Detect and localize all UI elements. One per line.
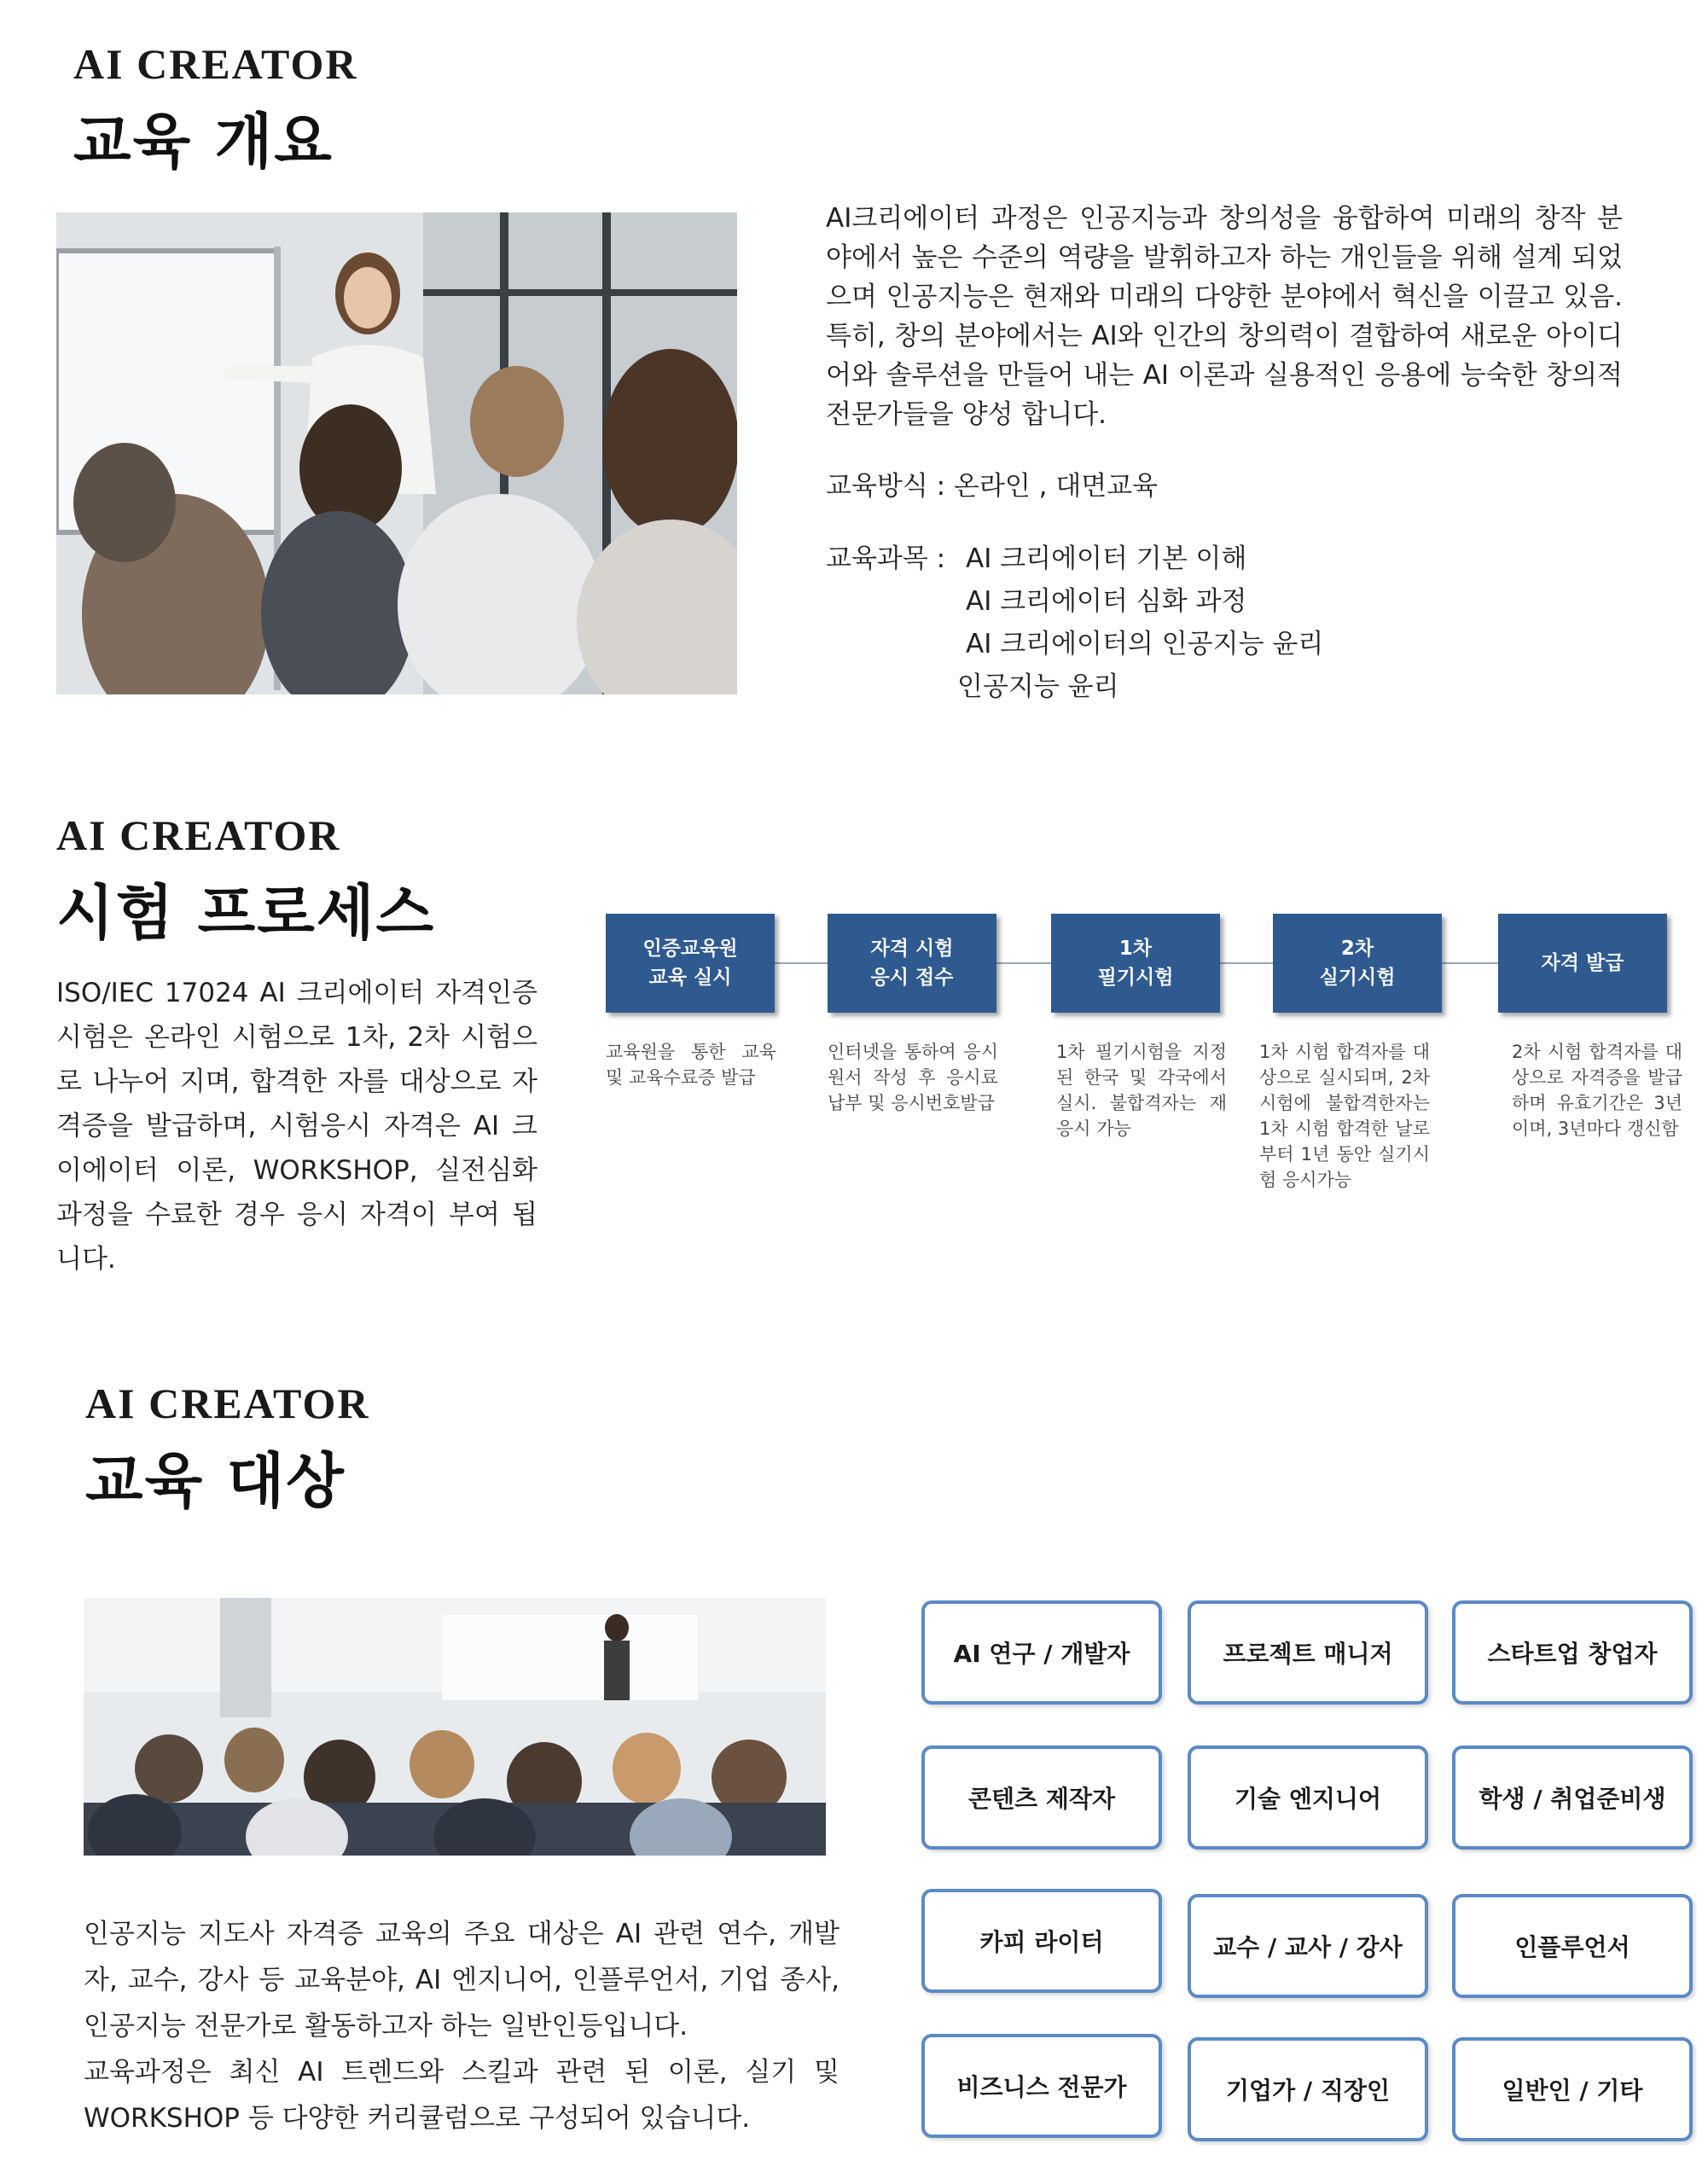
overview-subject-item: 인공지능 윤리 — [957, 671, 1119, 702]
process-step-2-line2: 응시 접수 — [870, 967, 954, 989]
target-box: 스타트업 창업자 — [1452, 1600, 1693, 1705]
overview-subject-item: AI 크리에이터 기본 이해 — [966, 543, 1247, 574]
process-step-3-desc: 1차 필기시험을 지정된 한국 및 각국에서 실시. 불합격자는 재 응시 가능 — [1056, 1042, 1227, 1139]
overview-subject-item: AI 크리에이터 심화 과정 — [966, 586, 1247, 617]
target-box: 카피 라이터 — [921, 1889, 1162, 1993]
process-step-5-line1: 자격 발급 — [1541, 952, 1624, 974]
target-title: 교육 대상 — [85, 1446, 346, 1516]
process-step-5-desc: 2차 시험 합격자를 대상으로 자격증을 발급하며 유효기간은 3년이며, 3년마다 갱신함 — [1512, 1042, 1682, 1139]
overview-subject-item: AI 크리에이터의 인공지능 윤리 — [966, 629, 1324, 659]
seminar-audience-photo — [84, 1598, 826, 1856]
classroom-presentation-photo — [56, 212, 737, 694]
target-box: 인플루언서 — [1452, 1894, 1693, 1998]
process-step-4 — [1273, 914, 1442, 1013]
target-box: 비즈니스 전문가 — [921, 2034, 1162, 2138]
target-box: 교수 / 교사 / 강사 — [1188, 1894, 1428, 1998]
process-step-1 — [606, 914, 775, 1013]
overview-kicker: AI CREATOR — [73, 40, 358, 88]
process-step-2-line1: 자격 시험 — [870, 938, 954, 960]
process-step-4-line2: 실기시험 — [1319, 967, 1396, 989]
process-step-5 — [1498, 914, 1667, 1013]
process-step-4-line1: 2차 — [1340, 938, 1374, 960]
process-step-1-line1: 인증교육원 — [642, 938, 738, 960]
overview-description: AI크리에이터 과정은 인공지능과 창의성을 융합하여 미래의 창작 분야에서 높은 수준의 역량을 발휘하고자 하는 개인들을 위해 설계 되었으며 인공지능은 현재와 미래의 다양한 분야에서 혁신을 이끌고 있음. 특히, 창의 분야에서는 AI와 인간의 창의력이 결합하여 새로운 아이디어와 솔루션을 만들어 내는 AI 이론과 실용적인 응용에 능숙한 창의적 전문가들을 양성 합니다. — [826, 203, 1623, 430]
target-paragraph-1: 인공지능 지도사 자격증 교육의 주요 대상은 AI 관련 연수, 개발자, 교수, 강사 등 교육분야, AI 엔지니어, 인플루언서, 기업 종사, 인공지능 전문가로 활동하고자 하는 일반인등입니다. — [84, 1919, 839, 2042]
process-kicker: AI CREATOR — [56, 811, 341, 859]
process-step-3 — [1051, 914, 1220, 1013]
process-step-2-desc: 인터넷을 통하여 응시원서 작성 후 응시료 납부 및 응시번호발급 — [828, 1042, 998, 1113]
process-title: 시험 프로세스 — [56, 878, 436, 948]
target-box: 콘텐츠 제작자 — [921, 1745, 1162, 1850]
target-box: 프로젝트 매니저 — [1188, 1600, 1428, 1705]
target-kicker: AI CREATOR — [85, 1380, 370, 1427]
target-box: AI 연구 / 개발자 — [921, 1600, 1162, 1705]
process-step-1-desc: 교육원을 통한 교육 및 교육수료증 발급 — [606, 1042, 776, 1088]
process-step-3-line1: 1차 — [1118, 938, 1153, 960]
overview-subjects-label: 교육과목 : — [826, 543, 946, 574]
target-box: 기업가 / 직장인 — [1188, 2037, 1428, 2141]
process-step-3-line2: 필기시험 — [1097, 967, 1174, 989]
target-box: 기술 엔지니어 — [1188, 1745, 1428, 1850]
overview-method: 교육방식 : 온라인 , 대면교육 — [826, 471, 1159, 502]
process-step-2 — [828, 914, 996, 1013]
process-step-1-line2: 교육 실시 — [648, 967, 732, 989]
target-box: 일반인 / 기타 — [1452, 2037, 1693, 2141]
process-description: ISO/IEC 17024 AI 크리에이터 자격인증 시험은 온라인 시험으로 1차, 2차 시험으로 나누어 지며, 합격한 자를 대상으로 자격증을 발급하며, 시험응시 자격은 AI 크이에이터 이론, WORKSHOP, 실전심화 과정을 수료한 경우 응시 자격이 부여 됩니다. — [56, 978, 537, 1275]
process-step-4-desc: 1차 시험 합격자를 대상으로 실시되며, 2차 시험에 불합격한자는 1차 시험 합격한 날로 부터 1년 동안 실기시험 응시가능 — [1259, 1042, 1430, 1190]
target-box: 학생 / 취업준비생 — [1452, 1745, 1693, 1850]
overview-title: 교육 개요 — [73, 107, 334, 177]
target-paragraph-2: 교육과정은 최신 AI 트렌드와 스킬과 관련 된 이론, 실기 및 WORKSHOP 등 다양한 커리큘럼으로 구성되어 있습니다. — [84, 2057, 839, 2134]
